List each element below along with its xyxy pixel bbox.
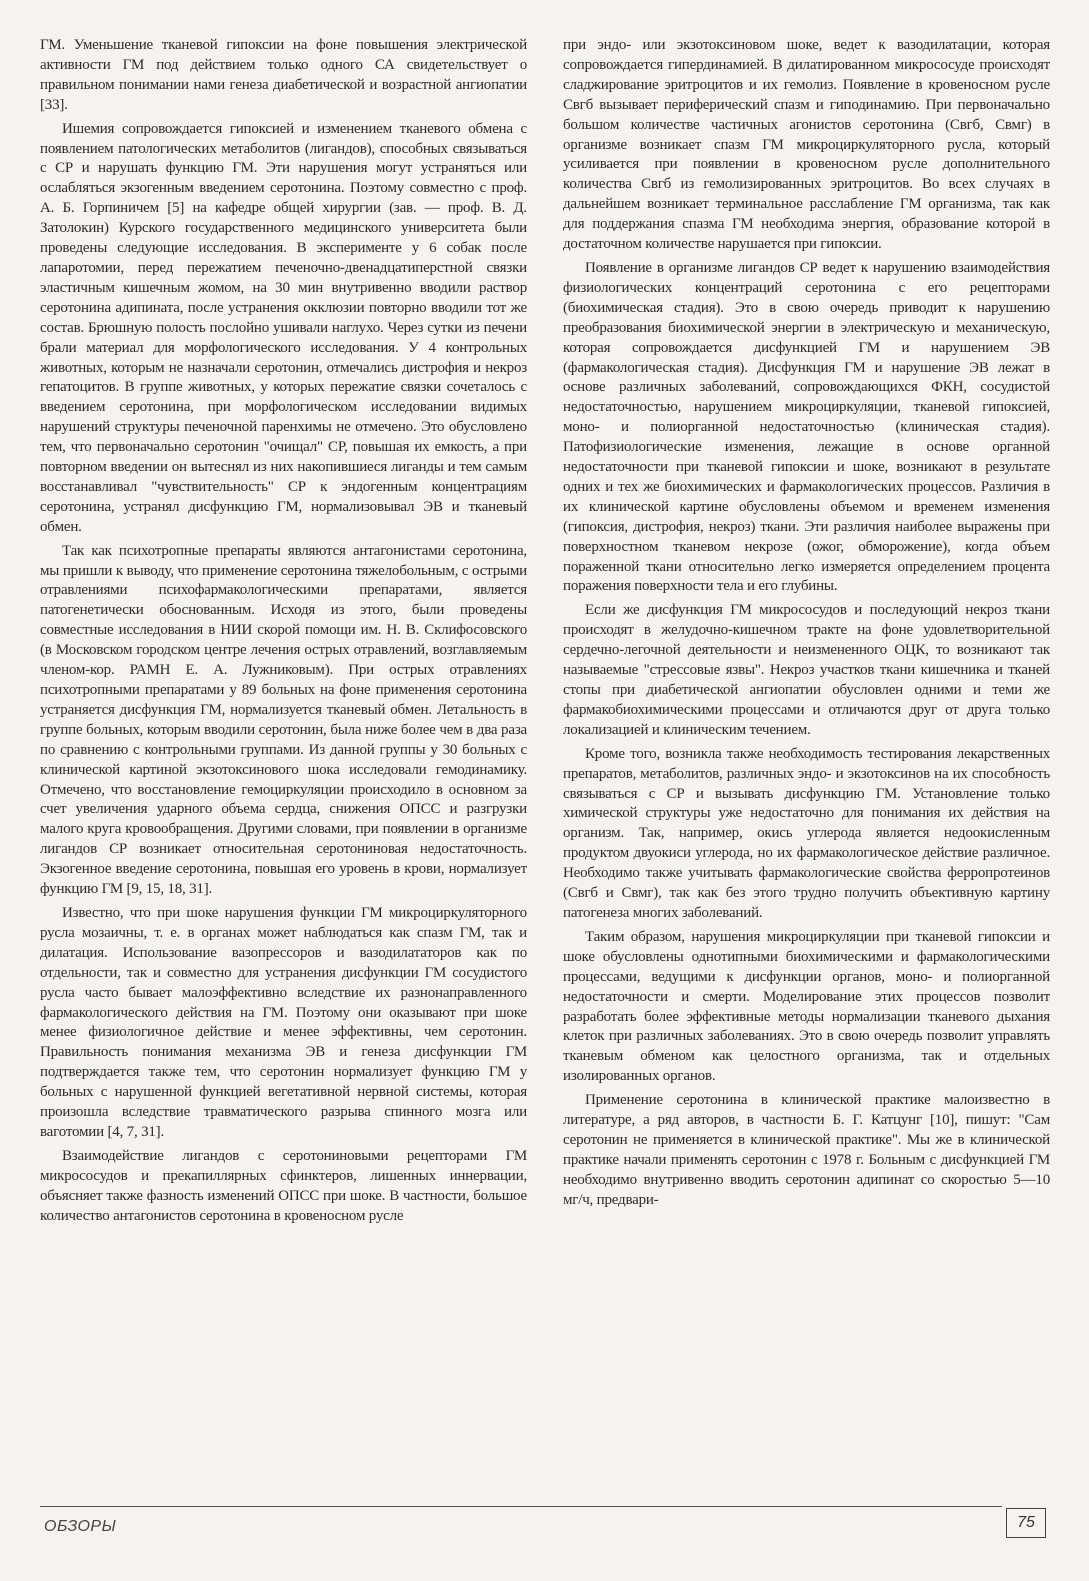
paragraph: Таким образом, нарушения микроциркуляции при тканевой гипоксии и шоке обусловлены однотипными биохимическими и фармакологическими процессами, ведущими к дисфункции органов, моно- и полиорганной недостаточности и смерти. Моделирование этих процессов позволит разработать более эффективные методы нормализации тканевого дыхания клеток при различных заболеваниях. Это в свою очередь позволит управлять тканевым обменом как целостного организма, так и отдельных изолированных органов.: [563, 928, 1050, 1085]
paragraph: Взаимодействие лигандов с серотониновыми рецепторами ГМ микрососудов и прекапиллярных сфинктеров, лишенных иннервации, объясняет также фазность изменений ОПСС при шоке. В частности, большое количество антагонистов серотонина в кровеносном русле: [40, 1147, 527, 1224]
paragraph: Известно, что при шоке нарушения функции ГМ микроциркуляторного русла мозаичны, т. е. в органах может наблюдаться как спазм ГМ, так и дилатация. Использование вазопрессоров и вазодилататоров как по отдельности, так и совместно для устранения дисфункции ГМ сосудистого русла часто бывает малоэффективно вследствие их разнонаправленного фармакологического действия на ГМ. Поэтому они оказывают при шоке менее физиологичное действие и менее эффективны, чем серотонин. Правильность понимания механизма ЭВ и генеза дисфункции ГМ подтверждается также тем, что серотонин нормализует функцию ГМ у больных с нарушенной функцией вегетативной нервной системы, которая произошла вследствие травматического разрыва спинного мозга или ваготомии [4, 7, 31].: [40, 904, 527, 1140]
paragraph: Кроме того, возникла также необходимость тестирования лекарственных препаратов, метаболитов, различных эндо- и экзотоксинов на их способность связываться с СР и вызывать дисфункцию ГМ. Установление только химической структуры уже недостаточно для понимания их действия на организм. Так, например, окись углерода является недоокисленным продуктом двуокиси углерода, но их фармакологическое действие различное. Необходимо также учитывать фармакологические свойства ферропротеинов (Свгб и Свмг), так как без этого трудно получить объективную картину патогенеза многих заболеваний.: [563, 745, 1050, 921]
left-column: [40, 36, 527, 1496]
paragraph: Так как психотропные препараты являются антагонистами серотонина, мы пришли к выводу, что применение серотонина тяжелобольным, с острыми отравлениями психофармакологическими препаратами, является патогенетически обоснованным. Исходя из этого, были проведены совместные исследования в НИИ скорой помощи им. Н. В. Склифосовского (в Московском городском центре лечения острых отравлений, возглавляемым членом-кор. РАМН Е. А. Лужниковым). При острых отравлениях психотропными препаратами у 89 больных на фоне применения серотонина устраняется дисфункция ГМ, нормализуется тканевый обмен. Летальность в группе больных, которым вводили серотонин, была ниже более чем в два раза по сравнению с контрольными группами. Из данной группы у 30 больных с клинической картиной экзотоксинового шока исследовали гемодинамику. Отмечено, что восстановление гемоциркуляции происходило в основном за счет увеличения ударного объема сердца, снижения ОПСС и разгрузки малого круга кровообращения. Другими словами, при появлении в организме лигандов СР возникает относительная серотониновая недостаточность. Экзогенное введение серотонина, повышая его уровень в крови, нормализует функцию ГМ [9, 15, 18, 31].: [40, 542, 527, 898]
paragraph: при эндо- или экзотоксиновом шоке, ведет к вазодилатации, которая сопровождается гипердинамией. В дилатированном микрососуде происходят сладжирование эритроцитов и их гемолиз. Появление в кровеносном русле Свгб вызывает периферический спазм и гиподинамию. При первоначально большом количестве частичных агонистов серотонина (Свгб, Свмг) в организме возникает спазм ГМ микроциркуляторного русла, который усиливается при появлении в кровеносном русле дополнительного количества Свгб из гемолизированных эритроцитов. Во всех случаях в дальнейшем возникает терминальное расслабление ГМ организма, так как для поддержания спазма ГМ необходима энергия, образование которой в достаточном количестве нарушается при гипоксии.: [563, 37, 1050, 253]
paragraph: Ишемия сопровождается гипоксией и изменением тканевого обмена с появлением патологических метаболитов (лигандов), способных связываться с СР и нарушать функцию ГМ. Эти нарушения могут устраняться или ослабляться экзогенным введением серотонина. Поэтому совместно с проф. А. Б. Горпиничем [5] на кафедре общей хирургии (зав. — проф. В. Д. Затолокин) Курского государственного медицинского университета были проведены следующие исследования. В эксперименте у 6 собак после лапаротомии, перед пережатием печеночно-двенадцатиперстной связки эластичным кишечным жомом, на 30 мин внутривенно вводили раствор серотонина адипината, после устранения окклюзии повторно вводили тот же состав. Брюшную полость послойно ушивали наглухо. Через сутки из печени брали материал для морфологического исследования. У 4 контрольных животных, которым не назначали серотонин, отмечались дистрофия и некроз гепатоцитов. В группе животных, у которых пережатие связки сочеталось с введением серотонина, при морфологическом исследовании видимых нарушений структуры печеночной паренхимы не отмечено. Это обусловлено тем, что первоначально серотонин "очищал" СР, повышая их емкость, а при повторном введении он вытеснял из них накопившиеся лиганды и тем самым восстанавливал "чувствительность" СР к эндогенным концентрациям серотонина, устранял дисфункцию ГМ, нормализовывал ЭВ и тканевый обмен.: [40, 120, 527, 535]
paragraph: Появление в организме лигандов СР ведет к нарушению взаимодействия физиологических концентраций серотонина с его рецепторами (биохимическая стадия). Это в свою очередь приводит к нарушению преобразования биохимической энергии в электрическую и механическую, которая сопровождается дисфункцией ГМ и нарушением ЭВ (фармакологическая стадия). Дисфункция ГМ и нарушение ЭВ лежат в основе различных заболеваний, сопровождающихся ФКН, сосудистой недостаточностью, нарушением микроциркуляции, тканевой гипоксией, моно- и полиорганной недостаточностью (клиническая стадия). Патофизиологические изменения, лежащие в основе органной недостаточности при тканевой гипоксии и шоке, возникают в результате одних и тех же биохимических и фармакологических процессов. Различия в их клинической картине обусловлены объемом и временем изменения (гипоксия, дистрофия, некроз) ткани. Эти различия наиболее выражены при поверхностном тканевом некрозе (ожог, обморожение), когда объем пораженной ткани относительно легко измеряется определением процента поражения поверхности тела и его глубины.: [563, 259, 1050, 595]
page-number: 75: [1006, 1508, 1046, 1538]
paragraph: Если же дисфункция ГМ микрососудов и последующий некроз ткани происходят в желудочно-кишечном тракте на фоне удовлетворительной сердечно-легочной деятельности и неизмененного ОЦК, то возникают так называемые "стрессовые язвы". Некроз участков ткани кишечника и тканей стопы при диабетической ангиопатии обусловлен одними и теми же фармакобиохимическими процессами и отличаются друг от друга только локализацией и клиническим течением.: [563, 602, 1050, 738]
footer-divider: [40, 1506, 1002, 1507]
section-label: ОБЗОРЫ: [44, 1518, 117, 1535]
article-body: [40, 36, 1050, 1496]
paragraph: Применение серотонина в клинической практике малоизвестно в литературе, а ряд авторов, в частности Б. Г. Катцунг [10], пишут: "Сам серотонин не применяется в клинической практике". Мы же в клинической практике начали применять серотонин с 1978 г. Больным с дисфункцией ГМ необходимо внутривенно вводить серотонин адипинат со скоростью 5—10 мг/ч, предвари-: [563, 1092, 1050, 1208]
paragraph: ГМ. Уменьшение тканевой гипоксии на фоне повышения электрической активности ГМ под действием только одного СА свидетельствует о правильном понимании нами генеза диабетической и возрастной ангиопатии [33].: [40, 37, 527, 113]
right-column: [563, 36, 1050, 1496]
